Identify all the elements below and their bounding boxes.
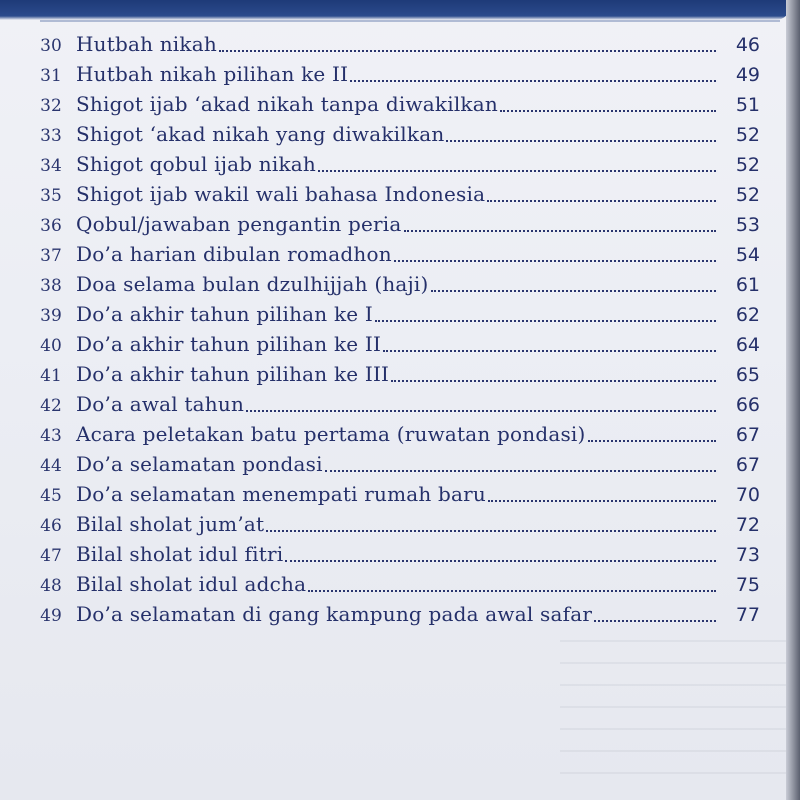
entry-page: 70 [735, 484, 760, 506]
page-edge-shadow [786, 0, 800, 800]
entry-title: Shigot ijab wakil wali bahasa Indonesia [76, 182, 486, 206]
dot-leader [246, 408, 716, 412]
dot-leader [308, 588, 716, 592]
entry-page: 62 [735, 304, 760, 326]
entry-title: Hutbah nikah [76, 32, 217, 56]
entry-page: 52 [735, 184, 760, 206]
entry-title: Hutbah nikah pilihan ke II [76, 62, 349, 86]
entry-number: 44 [40, 456, 62, 476]
entry-number: 33 [40, 126, 62, 146]
dot-leader [431, 288, 716, 292]
entry-number: 37 [40, 246, 62, 266]
toc-entry [26, 236, 776, 266]
toc-entry [26, 566, 776, 596]
entry-title: Acara peletakan batu pertama (ruwatan pondasi) [76, 422, 586, 446]
show-through-text [560, 640, 790, 790]
entry-page: 52 [735, 154, 760, 176]
dot-leader [488, 498, 716, 502]
dot-leader [325, 468, 716, 472]
entry-number: 47 [40, 546, 62, 566]
toc-entry [26, 596, 776, 626]
entry-page: 73 [735, 544, 760, 566]
entry-title: Doa selama bulan dzulhijjah (haji) [76, 272, 429, 296]
entry-title: Bilal sholat idul fitri [76, 542, 284, 566]
dot-leader [404, 228, 716, 232]
toc-entry [26, 26, 776, 56]
toc-entry [26, 206, 776, 236]
toc-entry [26, 266, 776, 296]
entry-title: Bilal sholat jum’at [76, 512, 265, 536]
header-rule [40, 20, 780, 22]
toc-entry [26, 296, 776, 326]
entry-title: Do’a akhir tahun pilihan ke I [76, 302, 373, 326]
toc-entry [26, 356, 776, 386]
entry-title: Shigot qobul ijab nikah [76, 152, 316, 176]
entry-page: 72 [735, 514, 760, 536]
entry-number: 48 [40, 576, 62, 596]
dot-leader [350, 78, 716, 82]
entry-number: 42 [40, 396, 62, 416]
toc-entry [26, 446, 776, 476]
dot-leader [219, 48, 716, 52]
entry-number: 30 [40, 36, 62, 56]
toc-entry [26, 536, 776, 566]
entry-number: 31 [40, 66, 62, 86]
dot-leader [446, 138, 716, 142]
toc-entry [26, 476, 776, 506]
entry-title: Do’a akhir tahun pilihan ke II [76, 332, 382, 356]
entry-title: Do’a akhir tahun pilihan ke III [76, 362, 390, 386]
entry-title: Do’a selamatan di gang kampung pada awal safar [76, 602, 593, 626]
entry-number: 36 [40, 216, 62, 236]
entry-page: 67 [735, 424, 760, 446]
entry-title: Bilal sholat idul adcha [76, 572, 307, 596]
entry-page: 75 [735, 574, 760, 596]
toc-entry [26, 176, 776, 206]
entry-page: 54 [735, 244, 760, 266]
dot-leader [394, 258, 716, 262]
toc-entry [26, 416, 776, 446]
entry-page: 66 [735, 394, 760, 416]
entry-title: Do’a selamatan pondasi [76, 452, 323, 476]
dot-leader [266, 528, 716, 532]
entry-title: Do’a selamatan menempati rumah baru [76, 482, 486, 506]
entry-number: 34 [40, 156, 62, 176]
entry-number: 43 [40, 426, 62, 446]
dot-leader [375, 318, 716, 322]
dot-leader [318, 168, 716, 172]
entry-title: Shigot ‘akad nikah yang diwakilkan [76, 122, 445, 146]
entry-page: 67 [735, 454, 760, 476]
entry-title: Do’a harian dibulan romadhon [76, 242, 392, 266]
dot-leader [285, 558, 716, 562]
entry-page: 53 [735, 214, 760, 236]
entry-number: 45 [40, 486, 62, 506]
entry-number: 46 [40, 516, 62, 536]
dot-leader [594, 618, 716, 622]
entry-number: 40 [40, 336, 62, 356]
entry-number: 39 [40, 306, 62, 326]
toc-entry [26, 326, 776, 356]
dot-leader [391, 378, 716, 382]
entry-title: Do’a awal tahun [76, 392, 245, 416]
toc-entry [26, 386, 776, 416]
entry-page: 65 [735, 364, 760, 386]
entry-page: 61 [735, 274, 760, 296]
dot-leader [500, 108, 716, 112]
dot-leader [588, 438, 716, 442]
table-of-contents [26, 26, 776, 626]
header-band [0, 0, 790, 20]
dot-leader [383, 348, 716, 352]
entry-page: 51 [735, 94, 760, 116]
toc-entry [26, 116, 776, 146]
entry-number: 41 [40, 366, 62, 386]
toc-entry [26, 56, 776, 86]
toc-entry [26, 506, 776, 536]
entry-page: 52 [735, 124, 760, 146]
entry-page: 64 [735, 334, 760, 356]
entry-number: 38 [40, 276, 62, 296]
toc-entry [26, 86, 776, 116]
entry-number: 49 [40, 606, 62, 626]
dot-leader [487, 198, 716, 202]
entry-title: Shigot ijab ‘akad nikah tanpa diwakilkan [76, 92, 498, 116]
entry-number: 32 [40, 96, 62, 116]
entry-page: 49 [735, 64, 760, 86]
entry-page: 77 [735, 604, 760, 626]
entry-page: 46 [735, 34, 760, 56]
entry-number: 35 [40, 186, 62, 206]
entry-title: Qobul/jawaban pengantin peria [76, 212, 402, 236]
toc-entry [26, 146, 776, 176]
